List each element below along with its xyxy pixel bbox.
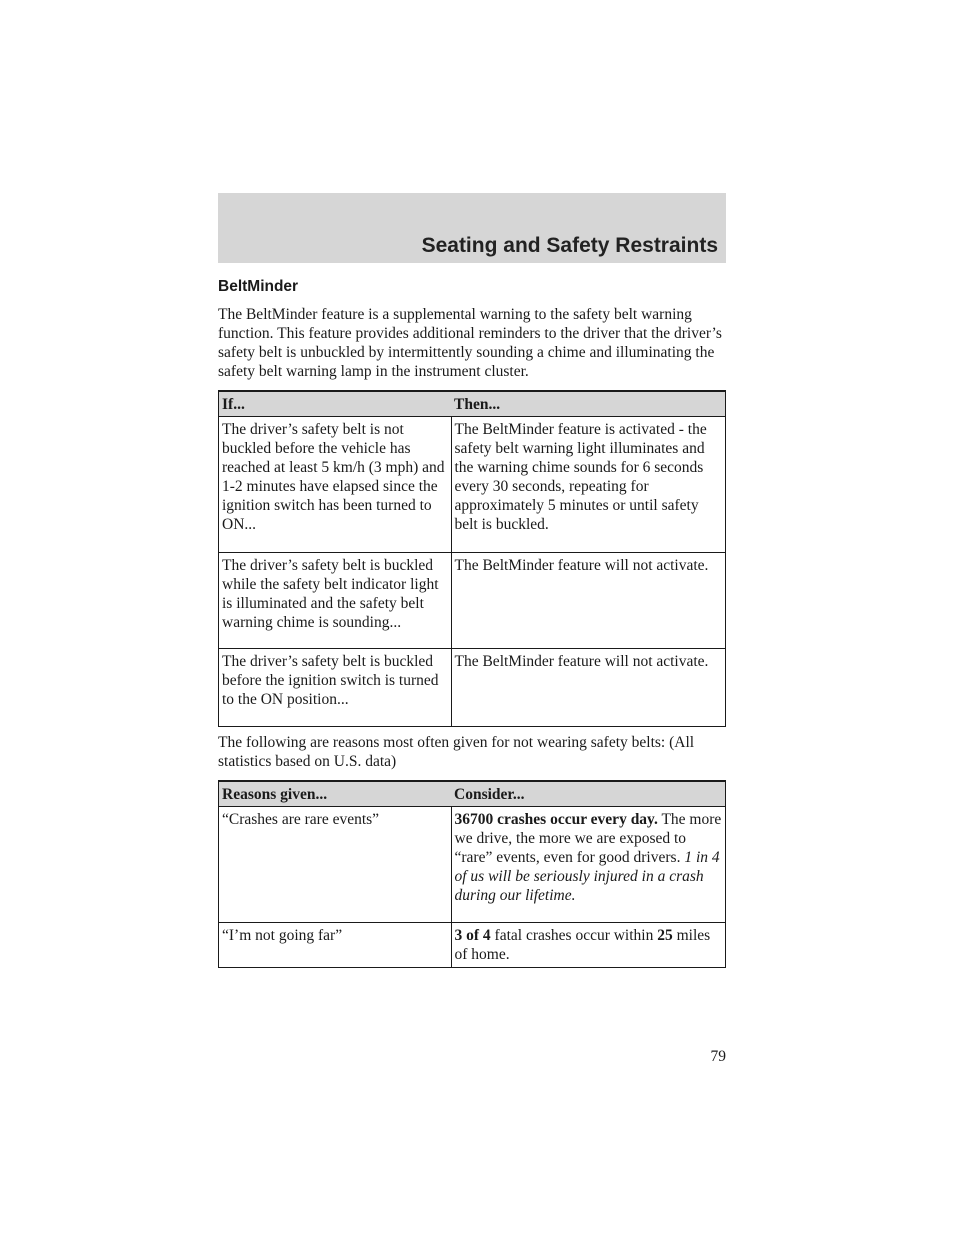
table-row xyxy=(219,553,726,649)
column-header-then: Then... xyxy=(451,391,726,417)
page-content xyxy=(218,278,726,968)
table-cell-reason: “Crashes are rare events” xyxy=(219,807,452,923)
table-cell-condition: The driver’s safety belt is buckled before the ignition switch is turned to the ON position... xyxy=(219,649,452,727)
beltminder-table xyxy=(218,390,726,727)
consider-text: The more we drive, the more we are exposed to “rare” events, even for good drivers. xyxy=(454,811,722,866)
column-header-reasons: Reasons given... xyxy=(219,781,452,807)
table-cell-result: The BeltMinder feature will not activate. xyxy=(451,649,726,727)
table-cell-result: The BeltMinder feature will not activate. xyxy=(451,553,726,649)
table-cell-condition: The driver’s safety belt is buckled while the safety belt indicator light is illuminated and the safety belt warning chime is sounding... xyxy=(219,553,452,649)
section-header-band xyxy=(218,193,726,263)
table-row xyxy=(219,923,726,968)
table-cell-consider xyxy=(451,807,726,923)
table-cell-consider xyxy=(451,923,726,968)
table-cell-condition: The driver’s safety belt is not buckled before the vehicle has reached at least 5 km/h (3 mph) and 1-2 minutes have elapsed since the ignition switch has been turned to ON... xyxy=(219,417,452,553)
column-header-if: If... xyxy=(219,391,452,417)
table-header-row xyxy=(219,781,726,807)
reasons-intro: The following are reasons most often given for not wearing safety belts: (All statistics based on U.S. data) xyxy=(218,734,695,770)
table-header-row xyxy=(219,391,726,417)
table-cell-reason: “I’m not going far” xyxy=(219,923,452,968)
section-title: Seating and Safety Restraints xyxy=(421,234,718,257)
consider-bold: 25 xyxy=(657,927,673,944)
table-cell-result: The BeltMinder feature is activated - the safety belt warning light illuminates and the warning chime sounds for 6 seconds every 30 seconds, repeating for approximately 5 minutes or until safety belt is buckled. xyxy=(451,417,726,553)
table-row xyxy=(219,417,726,553)
consider-text: miles of home. xyxy=(454,927,711,963)
page-number: 79 xyxy=(710,1048,726,1065)
table-row xyxy=(219,807,726,923)
table-row xyxy=(219,649,726,727)
consider-bold: 36700 crashes occur every day. xyxy=(454,811,658,828)
consider-italic: 1 in 4 of us will be seriously injured in a crash during our lifetime. xyxy=(454,849,720,904)
column-header-consider: Consider... xyxy=(451,781,726,807)
beltminder-intro: The BeltMinder feature is a supplemental warning to the safety belt warning function. This feature provides additional reminders to the driver that the driver’s safety belt is unbuckled by intermittently sounding a chime and illuminating the safety belt warning lamp in the instrument cluster. xyxy=(218,306,722,380)
beltminder-heading: BeltMinder xyxy=(218,278,299,295)
consider-text: fatal crashes occur within xyxy=(490,927,658,944)
consider-bold: 3 of 4 xyxy=(454,927,491,944)
reasons-table xyxy=(218,780,726,968)
